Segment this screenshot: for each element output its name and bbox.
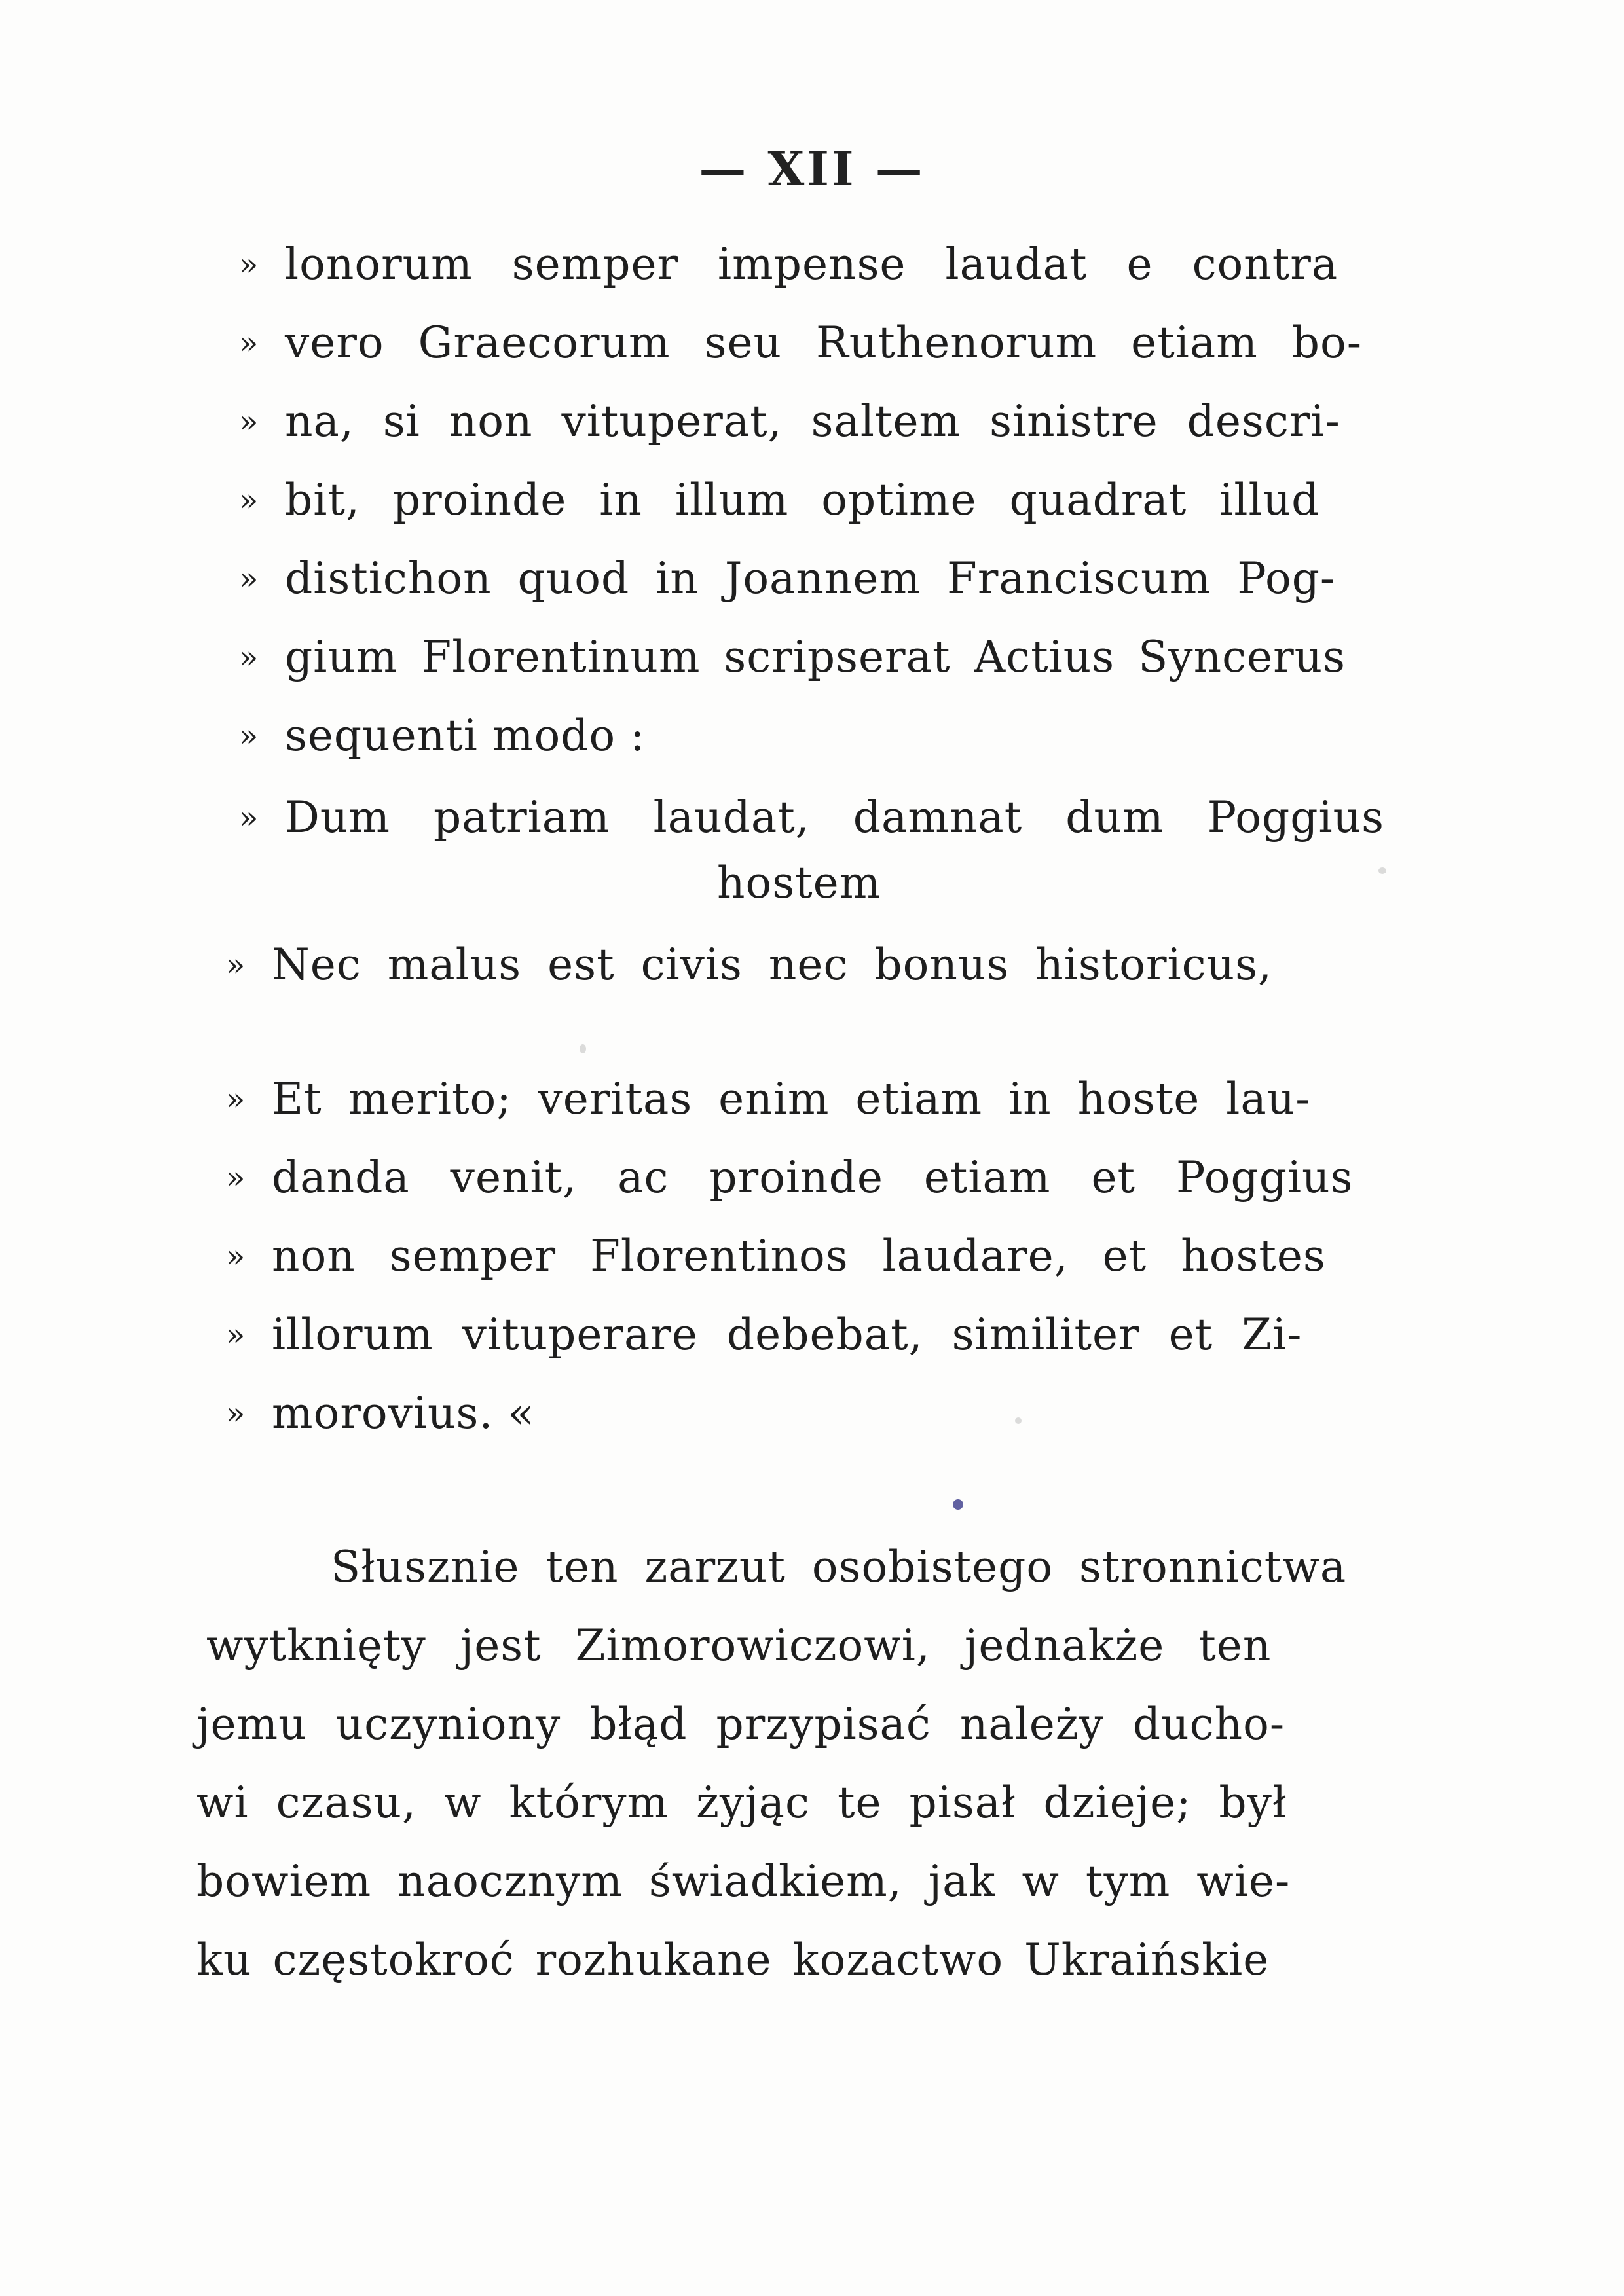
paragraph-line: bowiem naocznym świadkiem, jak w tym wie-	[196, 1856, 1291, 1906]
scan-speck	[953, 1499, 963, 1510]
quote-line-text: distichon quod in Joannem Franciscum Pog-	[285, 553, 1336, 604]
scan-speck	[580, 1044, 586, 1053]
quote-mark: »	[239, 799, 259, 836]
quote-mark: »	[226, 1159, 246, 1196]
quote-mark: »	[239, 560, 259, 597]
quote-line-text: na, si non vituperat, saltem sinistre descri-	[285, 396, 1340, 446]
scan-speck	[1378, 867, 1386, 874]
quote-line-text: bit, proinde in illum optime quadrat illud	[285, 475, 1320, 525]
quote-line	[226, 1231, 1326, 1281]
scan-speck	[1015, 1417, 1022, 1424]
quote-mark: »	[239, 482, 259, 519]
distich-line	[239, 792, 1384, 843]
quote-line-text: illorum vituperare debebat, similiter et Zi-	[272, 1309, 1302, 1360]
quote-mark: »	[239, 718, 259, 754]
paragraph-line: wytknięty jest Zimorowiczowi, jednakże ten	[206, 1620, 1272, 1671]
quote-mark: »	[226, 947, 246, 983]
quote-line-text: non semper Florentinos laudare, et hostes	[272, 1231, 1326, 1281]
quote-line-text: sequenti modo :	[285, 710, 646, 761]
quote-line-text: morovius. «	[272, 1388, 535, 1438]
quote-line	[226, 1074, 1311, 1124]
distich-line-text: Dum patriam laudat, damnat dum Poggius	[285, 792, 1385, 843]
quote-line	[239, 396, 1340, 446]
quote-line-text: Et merito; veritas enim etiam in hoste lau-	[272, 1074, 1311, 1124]
quote-mark: »	[226, 1238, 246, 1275]
quote-mark: »	[239, 639, 259, 676]
quote-line-text: gium Florentinum scripserat Actius Syncerus	[285, 632, 1346, 682]
quote-line	[226, 1388, 535, 1438]
quote-line	[226, 1152, 1353, 1203]
quote-mark: »	[239, 325, 259, 361]
quote-line	[239, 710, 645, 761]
quote-line-text: lonorum semper impense laudat e contra	[285, 239, 1338, 289]
paragraph-line: ku częstokroć rozhukane kozactwo Ukraińskie	[196, 1935, 1270, 1985]
distich-line-continuation: hostem	[717, 858, 881, 908]
quote-mark: »	[226, 1317, 246, 1353]
paragraph-line: jemu uczyniony błąd przypisać należy ducho-	[196, 1699, 1285, 1749]
quote-mark: »	[226, 1395, 246, 1432]
quote-mark: »	[239, 403, 259, 440]
paragraph-line: Słusznie ten zarzut osobistego stronnictwa	[331, 1542, 1347, 1592]
distich-line	[226, 939, 1272, 990]
page-number-header: — XII —	[699, 141, 925, 196]
quote-line	[239, 239, 1496, 289]
quote-line	[239, 318, 1362, 368]
quote-line	[239, 553, 1335, 604]
distich-line-text: Nec malus est civis nec bonus historicus,	[272, 939, 1272, 990]
paragraph-line: wi czasu, w którym żyjąc te pisał dzieje; był	[196, 1777, 1287, 1828]
quote-line	[226, 1309, 1302, 1360]
quote-line-text: danda venit, ac proinde etiam et Poggius	[272, 1152, 1354, 1203]
quote-line	[239, 632, 1346, 682]
quote-mark: »	[239, 246, 259, 283]
quote-line-text: vero Graecorum seu Ruthenorum etiam bo-	[285, 318, 1363, 368]
quote-mark: »	[226, 1081, 246, 1118]
quote-line	[239, 475, 1320, 525]
